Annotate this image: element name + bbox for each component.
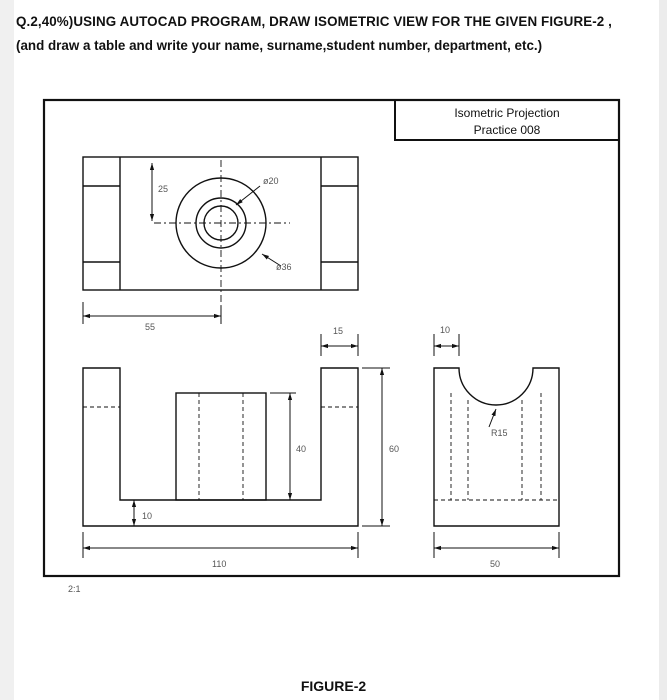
title-line-1: Isometric Projection [454,106,560,120]
question-line-1: Q.2,40%)USING AUTOCAD PROGRAM, DRAW ISOMETRIC VIEW FOR THE GIVEN FIGURE-2 , [16,14,612,29]
side-view [434,368,559,526]
question-line-2: (and draw a table and write your name, surname,student number, department, etc.) [16,38,543,53]
side-view-hidden-lines [434,393,559,500]
figure-caption: FIGURE-2 [300,678,367,694]
top-view-dimensions [83,163,281,324]
dim-top-length: 55 [145,322,156,332]
front-view-hidden-lines [83,393,358,500]
dim-top-offset: 25 [158,184,169,194]
front-view [83,368,358,526]
dim-base-thickness: 10 [142,511,153,521]
dim-wall-width: 15 [333,326,344,336]
title-block [395,100,619,140]
dim-hole-inner: ø20 [263,176,279,186]
dim-radius: R15 [491,428,508,438]
top-view [83,157,358,318]
drawing-frame [44,100,619,576]
dim-total-length: 110 [212,559,227,569]
dim-side-wall: 10 [440,325,451,335]
drawing-scale: 2:1 [68,584,81,594]
title-line-2: Practice 008 [473,123,541,137]
dim-depth: 50 [490,559,501,569]
dim-hole-outer: ø36 [276,262,292,272]
dim-inner-height: 40 [296,444,307,454]
dim-total-height: 60 [389,444,400,454]
